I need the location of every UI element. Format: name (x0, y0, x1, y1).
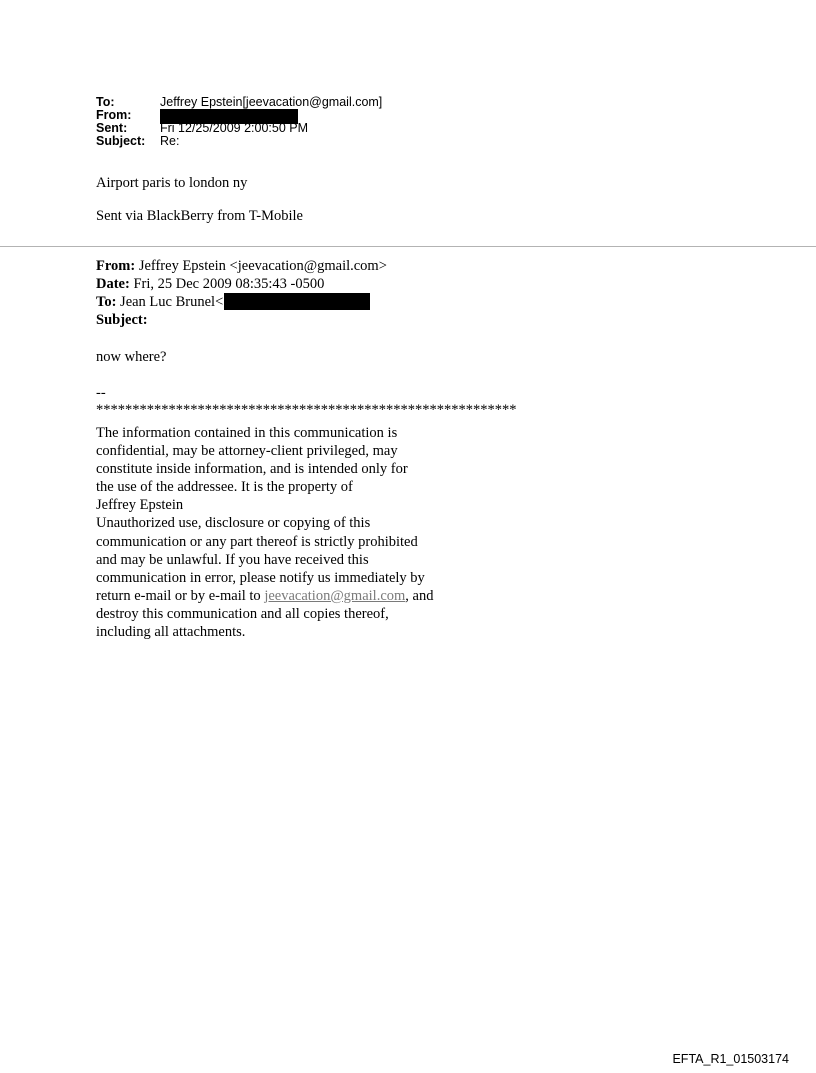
quoted-body: now where? (96, 349, 167, 365)
quoted-date-label: Date: (96, 275, 130, 292)
disclaimer-line: communication or any part thereof is strictly prohibited (96, 533, 418, 550)
quoted-to-value: Jean Luc Brunel< (116, 294, 224, 310)
quoted-date-value: Fri, 25 Dec 2009 08:35:43 -0500 (129, 275, 325, 292)
disclaimer-line: constitute inside information, and is intended only for (96, 461, 408, 478)
disclaimer-line: and may be unlawful. If you have received this (96, 551, 369, 568)
quoted-header (96, 258, 387, 329)
signature-stars: ********************************************************** (96, 402, 517, 418)
quoted-to-label: To: (96, 294, 117, 310)
quoted-subject-row (96, 312, 387, 330)
disclaimer-line: Jeffrey Epstein (96, 497, 184, 514)
redaction-box (224, 293, 370, 310)
disclaimer-line: the use of the addressee. It is the property of (96, 479, 353, 496)
header-subject-label: Subject: (96, 134, 146, 148)
quoted-from-label: From: (96, 258, 136, 274)
header-from-label: From: (96, 108, 132, 122)
header-to-row (96, 96, 382, 109)
header-to-label: To: (96, 95, 115, 109)
disclaimer-line: including all attachments. (96, 624, 246, 641)
quoted-date-row (96, 276, 387, 294)
confidentiality-disclaimer (96, 424, 516, 641)
header-sent-value: Fri 12/25/2009 2:00:50 PM (160, 121, 309, 135)
disclaimer-line: destroy this communication and all copies thereof, (96, 605, 389, 622)
disclaimer-line: confidential, may be attorney-client privileged, may (96, 443, 398, 460)
quoted-to-row (96, 293, 387, 312)
document-id: EFTA_R1_01503174 (672, 1052, 789, 1066)
disclaimer-line: The information contained in this communication is (96, 425, 398, 441)
reply-body: Airport paris to london ny (96, 175, 248, 191)
quoted-from-row (96, 258, 387, 276)
quoted-from-value: Jeffrey Epstein <jeevacation@gmail.com> (135, 258, 387, 274)
email-link[interactable]: jeevacation@gmail.com (264, 587, 406, 604)
signature-dashes: -- (96, 385, 106, 401)
header-subject-row (96, 135, 382, 148)
disclaimer-return-line (96, 587, 516, 605)
header-subject-value: Re: (160, 134, 180, 148)
header-to-value: Jeffrey Epstein[jeevacation@gmail.com] (160, 95, 383, 109)
disclaimer-line: communication in error, please notify us immediately by (96, 569, 425, 586)
reply-signature: Sent via BlackBerry from T-Mobile (96, 208, 303, 224)
quoted-subject-label: Subject: (96, 311, 148, 328)
disclaimer-line: Unauthorized use, disclosure or copying of this (96, 515, 371, 532)
disclaimer-return-tail: , and (405, 587, 434, 604)
header-sent-label: Sent: (96, 121, 128, 135)
email-header (96, 96, 382, 148)
disclaimer-return-text: return e-mail or by e-mail to (96, 587, 265, 604)
message-divider (0, 246, 816, 247)
